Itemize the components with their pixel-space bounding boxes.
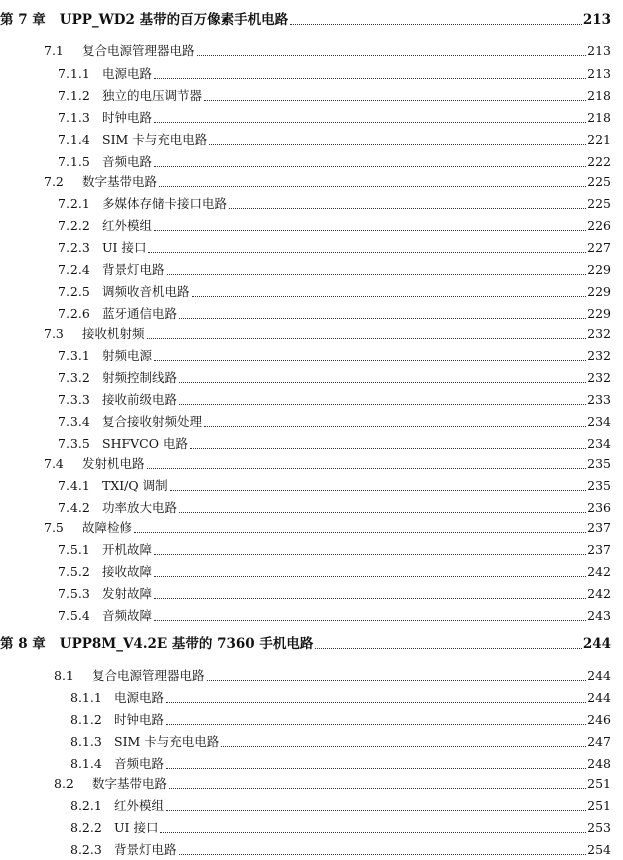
toc-section[interactable] — [0, 320, 623, 342]
dot-leader — [154, 166, 586, 167]
dot-leader — [148, 252, 586, 253]
toc-title: 音频电路 — [102, 154, 153, 169]
toc-title: 背景灯电路 — [102, 262, 165, 277]
toc-number: 8.1 — [54, 668, 74, 683]
toc-title: 复合电源管理器电路 — [82, 43, 195, 58]
toc-number: 7.4.1 — [58, 478, 90, 493]
toc-subsection[interactable] — [0, 706, 623, 728]
toc-number: 7.3 — [44, 326, 64, 341]
toc-page-number: 221 — [587, 132, 611, 147]
toc-page-number: 227 — [587, 240, 611, 255]
toc-subsection[interactable] — [0, 256, 623, 278]
toc-number: 第 8 章 — [0, 636, 46, 652]
toc-page-number: 229 — [587, 284, 611, 299]
toc-number: 7.1 — [44, 43, 64, 58]
toc-subsection[interactable] — [0, 728, 623, 750]
toc-page-number: 235 — [587, 478, 611, 493]
toc-subsection[interactable] — [0, 792, 623, 814]
toc-number: 7.3.2 — [58, 370, 90, 385]
dot-leader — [170, 490, 587, 491]
toc-title: 射频电源 — [102, 348, 153, 363]
toc-section[interactable] — [0, 168, 623, 190]
toc-title: TXI/Q 调制 — [102, 478, 168, 493]
toc-page-number: 235 — [587, 456, 611, 471]
toc-subsection[interactable] — [0, 814, 623, 836]
toc-title: 蓝牙通信电路 — [102, 306, 178, 321]
toc-title: 独立的电压调节器 — [102, 88, 203, 103]
toc-section[interactable] — [0, 450, 623, 472]
dot-leader — [154, 230, 586, 231]
toc-subsection[interactable] — [0, 190, 623, 212]
toc-title: 多媒体存储卡接口电路 — [102, 196, 228, 211]
toc-subsection[interactable] — [0, 212, 623, 234]
toc-section[interactable] — [0, 514, 623, 536]
dot-leader — [179, 512, 586, 513]
toc-number: 7.1.1 — [58, 66, 90, 81]
toc-number: 7.2.3 — [58, 240, 90, 255]
dot-leader — [154, 554, 586, 555]
toc-number: 7.5.2 — [58, 564, 90, 579]
toc-number: 7.1.5 — [58, 154, 90, 169]
toc-title: UPP8M_V4.2E 基带的 7360 手机电路 — [59, 636, 314, 652]
toc-page-number: 251 — [587, 776, 611, 791]
toc-page-number: 213 — [582, 12, 611, 28]
toc-subsection[interactable] — [0, 386, 623, 408]
toc-title: SHFVCO 电路 — [102, 436, 188, 451]
toc-subsection[interactable] — [0, 684, 623, 706]
toc-page-number: 237 — [587, 542, 611, 557]
toc-number: 7.2.5 — [58, 284, 90, 299]
toc-title: 红外模组 — [102, 218, 153, 233]
toc-subsection[interactable] — [0, 126, 623, 148]
toc-subsection[interactable] — [0, 580, 623, 602]
toc-title: 时钟电路 — [102, 110, 153, 125]
toc-page-number: 242 — [587, 564, 611, 579]
dot-leader — [147, 338, 587, 339]
dot-leader — [169, 788, 586, 789]
dot-leader — [154, 598, 586, 599]
toc-number: 8.1.4 — [70, 756, 102, 771]
toc-page-number: 225 — [587, 196, 611, 211]
dot-leader — [315, 648, 581, 649]
dot-leader — [166, 702, 586, 703]
toc-title: 发射机电路 — [82, 456, 145, 471]
toc-page-number: 243 — [587, 608, 611, 623]
toc-title: UI 接口 — [102, 240, 147, 255]
dot-leader — [190, 448, 586, 449]
toc-page-number: 244 — [587, 668, 611, 683]
toc-title: 接收机射频 — [82, 326, 145, 341]
toc-title: UI 接口 — [114, 820, 159, 835]
toc-number: 7.4.2 — [58, 500, 90, 515]
toc-page-number: 225 — [587, 174, 611, 189]
toc-number: 8.2.2 — [70, 820, 102, 835]
toc-subsection[interactable] — [0, 472, 623, 494]
toc-subsection[interactable] — [0, 430, 623, 452]
toc-page-number: 248 — [587, 756, 611, 771]
toc-page-number: 229 — [587, 306, 611, 321]
toc-title: 功率放大电路 — [102, 500, 178, 515]
toc-number: 7.3.3 — [58, 392, 90, 407]
toc-subsection[interactable] — [0, 494, 623, 516]
toc-subsection[interactable] — [0, 148, 623, 170]
toc-page-number: 213 — [587, 43, 611, 58]
toc-title: 时钟电路 — [114, 712, 165, 727]
toc-title: 开机故障 — [102, 542, 153, 557]
toc-subsection[interactable] — [0, 408, 623, 430]
toc-number: 7.4 — [44, 456, 64, 471]
toc-subsection[interactable] — [0, 536, 623, 558]
toc-page-number: 234 — [587, 436, 611, 451]
dot-leader — [290, 24, 582, 25]
toc-chapter[interactable] — [0, 6, 623, 28]
dot-leader — [159, 186, 586, 187]
toc-number: 7.2.2 — [58, 218, 90, 233]
toc-title: 音频故障 — [102, 608, 153, 623]
toc-page-number: 233 — [587, 392, 611, 407]
dot-leader — [154, 78, 586, 79]
dot-leader — [192, 296, 587, 297]
dot-leader — [154, 576, 586, 577]
toc-number: 第 7 章 — [0, 12, 46, 28]
dot-leader — [179, 854, 587, 855]
toc-number: 7.2.6 — [58, 306, 90, 321]
dot-leader — [154, 620, 586, 621]
toc-title: 电源电路 — [102, 66, 153, 81]
toc-title: UPP_WD2 基带的百万像素手机电路 — [59, 12, 289, 28]
toc-title: 发射故障 — [102, 586, 153, 601]
toc-number: 8.1.3 — [70, 734, 102, 749]
toc-number: 7.3.5 — [58, 436, 90, 451]
toc-number: 7.1.4 — [58, 132, 90, 147]
dot-leader — [166, 768, 586, 769]
toc-page-number: 218 — [587, 88, 611, 103]
dot-leader — [179, 404, 586, 405]
dot-leader — [154, 122, 586, 123]
toc-page-number: 213 — [587, 66, 611, 81]
toc-page-number: 242 — [587, 586, 611, 601]
toc-page-number: 232 — [587, 326, 611, 341]
toc-title: 背景灯电路 — [114, 842, 177, 857]
toc-title: 射频控制线路 — [102, 370, 178, 385]
dot-leader — [209, 144, 586, 145]
toc-page-number: 237 — [587, 520, 611, 535]
toc-section[interactable] — [0, 770, 623, 792]
dot-leader — [154, 360, 586, 361]
toc-title: 复合接收射频处理 — [102, 414, 203, 429]
toc-subsection[interactable] — [0, 60, 623, 82]
toc-section[interactable] — [0, 37, 623, 59]
toc-page-number: 254 — [587, 842, 611, 857]
toc-subsection[interactable] — [0, 558, 623, 580]
toc-subsection[interactable] — [0, 278, 623, 300]
toc-title: 数字基带电路 — [82, 174, 158, 189]
toc-title: 故障检修 — [82, 520, 133, 535]
toc-number: 7.5.1 — [58, 542, 90, 557]
toc-title: 调频收音机电路 — [102, 284, 190, 299]
toc-number: 7.1.3 — [58, 110, 90, 125]
toc-number: 8.1.1 — [70, 690, 102, 705]
toc-title: 电源电路 — [114, 690, 165, 705]
toc-title: 数字基带电路 — [92, 776, 168, 791]
toc-page-number: 247 — [587, 734, 611, 749]
dot-leader — [147, 468, 587, 469]
toc-page-number: 251 — [587, 798, 611, 813]
toc-number: 7.3.1 — [58, 348, 90, 363]
toc-title: SIM 卡与充电电路 — [102, 132, 208, 147]
dot-leader — [179, 318, 586, 319]
dot-leader — [167, 274, 587, 275]
toc-subsection[interactable] — [0, 300, 623, 322]
toc-page-number: 244 — [587, 690, 611, 705]
toc-number: 7.5.4 — [58, 608, 90, 623]
dot-leader — [197, 55, 587, 56]
toc-subsection[interactable] — [0, 750, 623, 772]
dot-leader — [166, 810, 586, 811]
toc-page-number: 234 — [587, 414, 611, 429]
toc-number: 7.1.2 — [58, 88, 90, 103]
toc-number: 8.2 — [54, 776, 74, 791]
toc-page-number: 246 — [587, 712, 611, 727]
toc-page-number: 236 — [587, 500, 611, 515]
toc-number: 7.5.3 — [58, 586, 90, 601]
dot-leader — [179, 382, 586, 383]
toc-number: 7.5 — [44, 520, 64, 535]
toc-page-number: 244 — [582, 636, 611, 652]
dot-leader — [166, 724, 586, 725]
toc-subsection[interactable] — [0, 342, 623, 364]
toc-page-number: 232 — [587, 348, 611, 363]
toc-page-number: 222 — [587, 154, 611, 169]
toc-section[interactable] — [0, 662, 623, 684]
dot-leader — [134, 532, 586, 533]
toc-title: 接收故障 — [102, 564, 153, 579]
toc-subsection[interactable] — [0, 364, 623, 386]
toc-subsection[interactable] — [0, 836, 623, 858]
toc-subsection[interactable] — [0, 602, 623, 624]
dot-leader — [204, 426, 586, 427]
toc-page-number: 253 — [587, 820, 611, 835]
toc-title: 红外模组 — [114, 798, 165, 813]
dot-leader — [207, 680, 587, 681]
toc-subsection[interactable] — [0, 82, 623, 104]
toc-page-number: 232 — [587, 370, 611, 385]
toc-number: 8.2.3 — [70, 842, 102, 857]
toc-number: 8.2.1 — [70, 798, 102, 813]
toc-title: SIM 卡与充电电路 — [114, 734, 220, 749]
toc-number: 8.1.2 — [70, 712, 102, 727]
toc-page-number: 229 — [587, 262, 611, 277]
toc-page-number: 218 — [587, 110, 611, 125]
dot-leader — [204, 100, 586, 101]
toc-page-number: 226 — [587, 218, 611, 233]
toc-title: 接收前级电路 — [102, 392, 178, 407]
toc-subsection[interactable] — [0, 234, 623, 256]
toc-chapter[interactable] — [0, 630, 623, 652]
toc-number: 7.2.4 — [58, 262, 90, 277]
dot-leader — [229, 208, 586, 209]
toc-subsection[interactable] — [0, 104, 623, 126]
toc-number: 7.2.1 — [58, 196, 90, 211]
toc-number: 7.3.4 — [58, 414, 90, 429]
toc-title: 复合电源管理器电路 — [92, 668, 205, 683]
toc-title: 音频电路 — [114, 756, 165, 771]
toc-number: 7.2 — [44, 174, 64, 189]
dot-leader — [160, 832, 586, 833]
dot-leader — [221, 746, 586, 747]
